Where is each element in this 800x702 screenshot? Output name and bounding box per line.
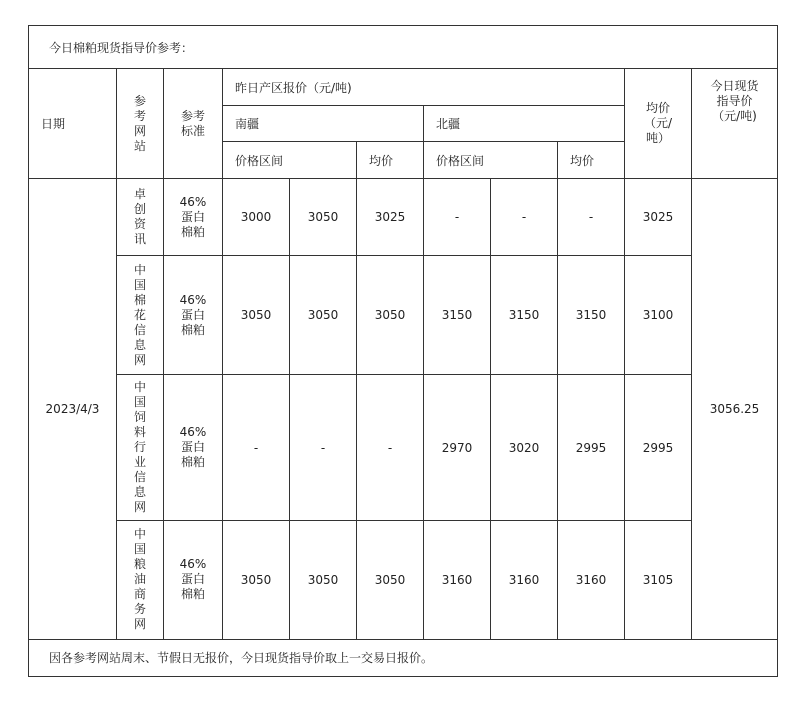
header-north: 北疆 bbox=[424, 106, 625, 142]
table-row bbox=[29, 520, 778, 639]
avg-cell: 3100 bbox=[625, 256, 692, 375]
south-high-cell: 3050 bbox=[290, 520, 357, 639]
north-high-cell: 3160 bbox=[491, 520, 558, 639]
table-footnote: 因各参考网站周末、节假日无报价，今日现货指导价取上一交易日报价。 bbox=[29, 639, 778, 676]
header-south-range: 价格区间 bbox=[223, 142, 357, 179]
avg-cell: 3025 bbox=[625, 179, 692, 256]
south-low-cell: 3050 bbox=[223, 256, 290, 375]
today-price-cell: 3056.25 bbox=[692, 179, 778, 640]
standard-cell: 46%蛋白棉粕 bbox=[164, 179, 223, 256]
table-row bbox=[29, 256, 778, 375]
north-low-cell: 2970 bbox=[424, 375, 491, 520]
site-cell: 中国饲料行业信息网 bbox=[117, 375, 164, 520]
south-low-cell: 3000 bbox=[223, 179, 290, 256]
header-north-avg: 均价 bbox=[558, 142, 625, 179]
standard-cell: 46%蛋白棉粕 bbox=[164, 375, 223, 520]
standard-cell: 46%蛋白棉粕 bbox=[164, 520, 223, 639]
south-high-cell: - bbox=[290, 375, 357, 520]
north-low-cell: 3150 bbox=[424, 256, 491, 375]
date-cell: 2023/4/3 bbox=[29, 179, 117, 640]
south-high-cell: 3050 bbox=[290, 256, 357, 375]
south-avg-cell: 3050 bbox=[357, 520, 424, 639]
south-avg-cell: 3050 bbox=[357, 256, 424, 375]
north-avg-cell: 2995 bbox=[558, 375, 625, 520]
north-low-cell: 3160 bbox=[424, 520, 491, 639]
site-cell: 卓创资讯 bbox=[117, 179, 164, 256]
price-table bbox=[28, 25, 778, 677]
header-avg-unit: 均价（元/吨） bbox=[625, 69, 692, 179]
south-low-cell: 3050 bbox=[223, 520, 290, 639]
avg-cell: 3105 bbox=[625, 520, 692, 639]
header-date: 日期 bbox=[29, 69, 117, 179]
north-high-cell: 3020 bbox=[491, 375, 558, 520]
table-row bbox=[29, 375, 778, 520]
site-cell: 中国粮油商务网 bbox=[117, 520, 164, 639]
north-high-cell: - bbox=[491, 179, 558, 256]
north-avg-cell: 3150 bbox=[558, 256, 625, 375]
header-south-avg: 均价 bbox=[357, 142, 424, 179]
table-title: 今日棉粕现货指导价参考： bbox=[29, 26, 778, 69]
south-low-cell: - bbox=[223, 375, 290, 520]
header-today: 今日现货指导价（元/吨) bbox=[692, 69, 778, 179]
avg-cell: 2995 bbox=[625, 375, 692, 520]
header-yesterday: 昨日产区报价（元/吨) bbox=[223, 69, 625, 106]
north-high-cell: 3150 bbox=[491, 256, 558, 375]
south-avg-cell: - bbox=[357, 375, 424, 520]
header-north-range: 价格区间 bbox=[424, 142, 558, 179]
south-avg-cell: 3025 bbox=[357, 179, 424, 256]
north-low-cell: - bbox=[424, 179, 491, 256]
site-cell: 中国棉花信息网 bbox=[117, 256, 164, 375]
north-avg-cell: 3160 bbox=[558, 520, 625, 639]
standard-cell: 46%蛋白棉粕 bbox=[164, 256, 223, 375]
header-site: 参考网站 bbox=[117, 69, 164, 179]
header-south: 南疆 bbox=[223, 106, 424, 142]
north-avg-cell: - bbox=[558, 179, 625, 256]
table-row bbox=[29, 179, 778, 256]
south-high-cell: 3050 bbox=[290, 179, 357, 256]
header-standard: 参考标准 bbox=[164, 69, 223, 179]
